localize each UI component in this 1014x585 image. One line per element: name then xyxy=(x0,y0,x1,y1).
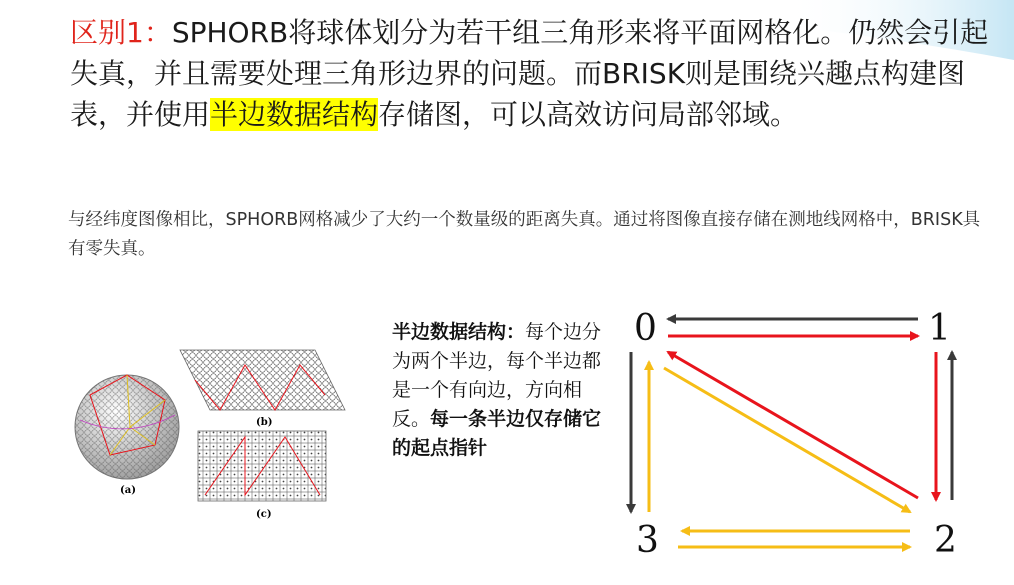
node-3: 3 xyxy=(636,520,659,561)
edge-0-to-2 xyxy=(664,368,910,512)
figure-label-b: (b) xyxy=(256,417,273,428)
main-text-part1: SPHORB将球体划分为若干组三角形来将平面网格化。仍然会引起失真，并且需要处理三角形边界的问题。而BRISK则是围绕兴趣点构建图表，并使用 xyxy=(70,16,989,131)
description-bold-tail: 每一条半边仅存储它的起点指针 xyxy=(392,408,602,459)
main-text-part2: 存储图，可以高效访问局部邻域。 xyxy=(378,98,799,131)
edge-2-to-0 xyxy=(668,352,918,498)
node-0: 0 xyxy=(634,308,657,349)
square-grid-c xyxy=(198,431,326,501)
sphorb-figure-graphic xyxy=(70,345,360,530)
main-paragraph xyxy=(70,12,1000,135)
highlighted-term: 半边数据结构 xyxy=(210,98,379,131)
figure-label-c: (c) xyxy=(256,509,272,520)
half-edge-description xyxy=(392,318,607,463)
half-edge-graph xyxy=(600,300,1010,570)
sub-paragraph: 与经纬度图像相比，SPHORB网格减少了大约一个数量级的距离失真。通过将图像直接存储在测地线网格中，BRISK具有零失真。 xyxy=(68,210,981,259)
geodesic-sphere xyxy=(75,375,179,479)
node-2: 2 xyxy=(934,520,957,561)
hex-grid-b xyxy=(180,350,345,410)
description-body: 每个边分为两个半边，每个半边都是一个有向边，方向相反。 xyxy=(392,321,602,430)
half-edge-graph-svg xyxy=(600,300,1010,570)
difference-label: 区别1： xyxy=(70,16,172,49)
description-title: 半边数据结构： xyxy=(392,321,526,343)
node-1: 1 xyxy=(928,308,951,349)
figure-label-a: (a) xyxy=(120,485,136,496)
sphorb-figure xyxy=(70,345,360,530)
